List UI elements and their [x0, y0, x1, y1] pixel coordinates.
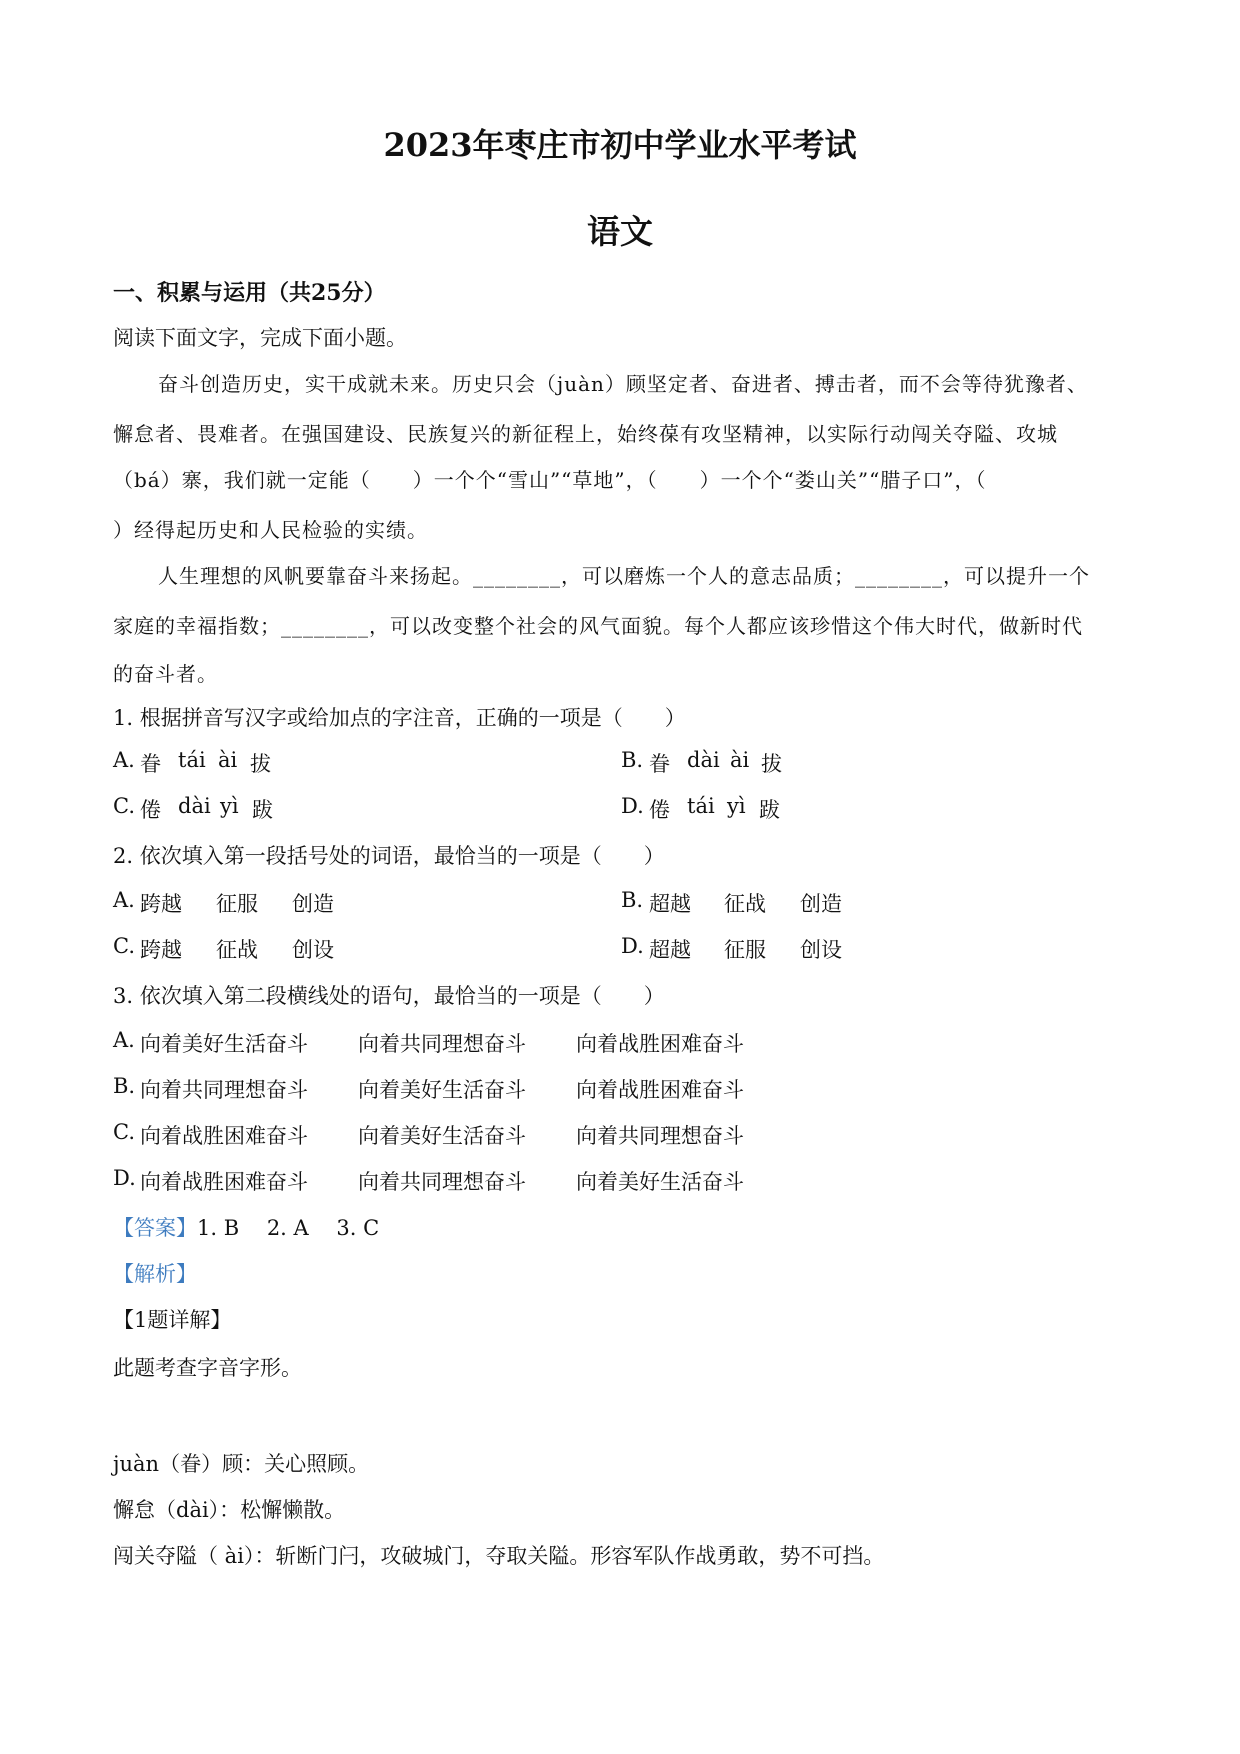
answer-text: 1. B 2. A 3. C	[197, 1216, 380, 1240]
detail-line: 懈怠（dài）：松懈懒散。	[113, 1498, 346, 1522]
question-2-stem: 2. 依次填入第一段括号处的词语，最恰当的一项是（ ）	[113, 844, 665, 868]
document-title: 2023年枣庄市初中学业水平考试	[383, 126, 857, 164]
analysis-label: 【解析】	[113, 1262, 197, 1286]
subject-title: 语文	[587, 212, 653, 251]
passage-line: 人生理想的风帆要靠奋斗来扬起。________，可以磨炼一个人的意志品质；________，可以提升一个	[158, 564, 1090, 588]
passage-line: 奋斗创造历史，实干成就未来。历史只会（juàn）顾坚定者、奋进者、搏击者，而不会等待犹豫者、	[158, 372, 1088, 396]
detail-line: 闯关夺隘（ ài）：斩断门闩，攻破城门，夺取关隘。形容军队作战勇敢，势不可挡。	[113, 1544, 885, 1568]
answer-label: 【答案】	[113, 1216, 197, 1240]
detail-line: juàn（眷）顾：关心照顾。	[113, 1452, 370, 1476]
passage-line: （bá）寨，我们就一定能（ ）一个个“雪山”“草地”，（ ）一个个“娄山关”“腊子口”，（	[113, 468, 987, 492]
detail-intro: 此题考查字音字形。	[113, 1356, 302, 1380]
passage-line: ）经得起历史和人民检验的实绩。	[113, 518, 428, 542]
passage-line: 的奋斗者。	[113, 662, 218, 686]
question-3-stem: 3. 依次填入第二段横线处的语句，最恰当的一项是（ ）	[113, 984, 665, 1008]
answer-row	[113, 1212, 379, 1242]
detail-title: 【1题详解】	[113, 1308, 232, 1332]
question-1-stem: 1. 根据拼音写汉字或给加点的字注音，正确的一项是（ ）	[113, 706, 686, 730]
section-heading: 一、积累与运用（共25分）	[113, 280, 386, 306]
passage-line: 懈怠者、畏难者。在强国建设、民族复兴的新征程上，始终葆有攻坚精神，以实际行动闯关夺隘、攻城	[113, 422, 1058, 446]
instruction: 阅读下面文字，完成下面小题。	[113, 326, 407, 350]
passage-line: 家庭的幸福指数；________，可以改变整个社会的风气面貌。每个人都应该珍惜这个伟大时代，做新时代	[113, 614, 1083, 638]
